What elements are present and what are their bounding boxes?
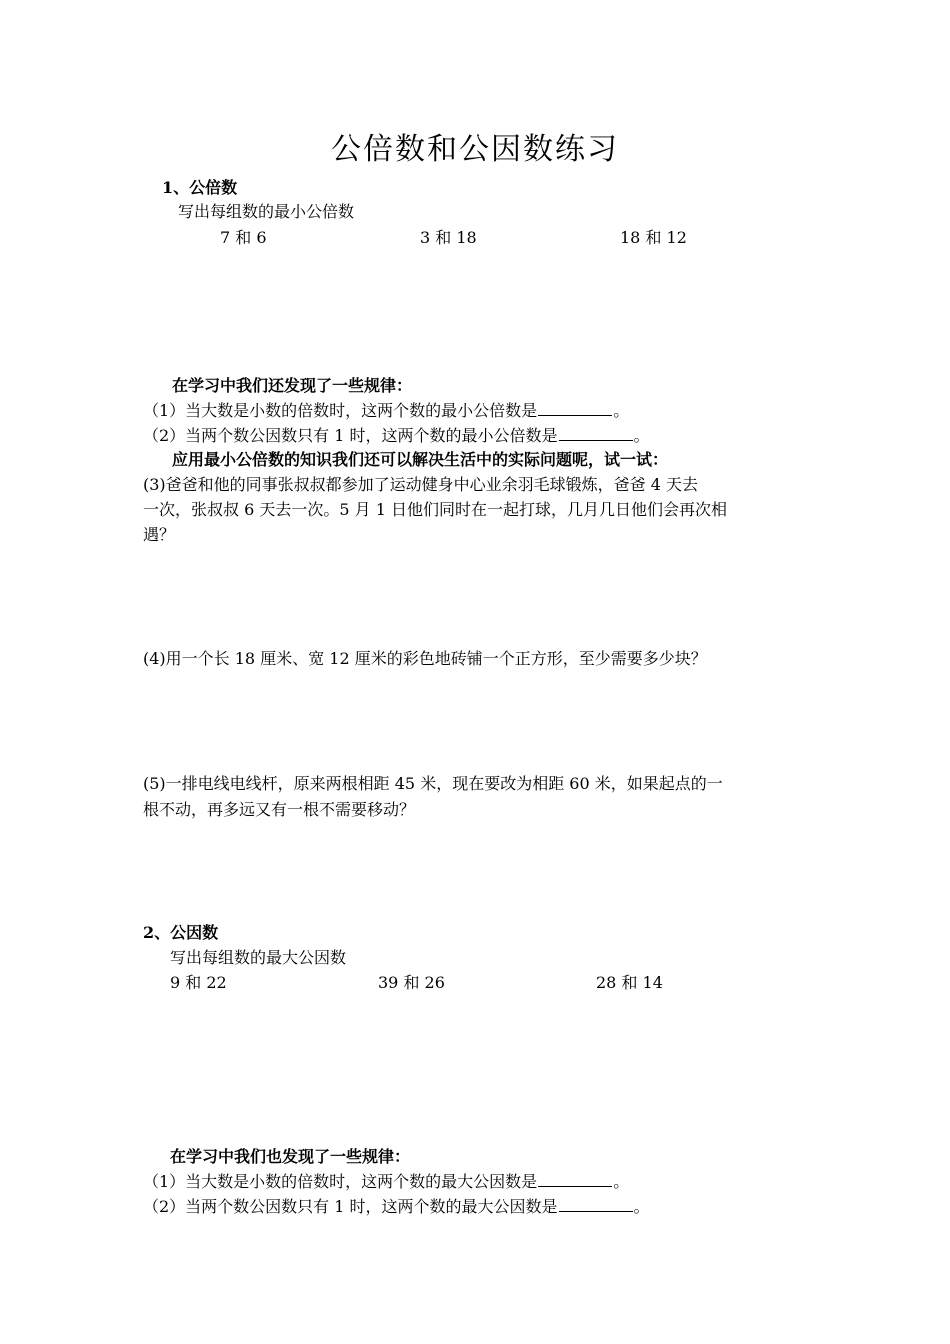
question-3-line-1: (3)爸爸和他的同事张叔叔都参加了运动健身中心业余羽毛球锻炼，爸爸 4 天去 (143, 475, 699, 494)
rule-text: （2）当两个数公因数只有 1 时，这两个数的最小公倍数是 (143, 426, 558, 445)
rule-end: 。 (633, 426, 650, 445)
section1-instruction: 写出每组数的最小公倍数 (178, 202, 355, 221)
question-3-line-2: 一次，张叔叔 6 天去一次。5 月 1 日他们同时在一起打球，几月几日他们会再次相 (143, 500, 727, 519)
section1-pair-2: 3 和 18 (420, 228, 477, 247)
rule-end: 。 (613, 401, 630, 420)
section2-instruction: 写出每组数的最大公因数 (170, 948, 347, 967)
rule-end: 。 (633, 1197, 650, 1216)
rule-end: 。 (613, 1172, 630, 1191)
rule-text: （1）当大数是小数的倍数时，这两个数的最小公倍数是 (143, 401, 538, 420)
question-4: (4)用一个长 18 厘米、宽 12 厘米的彩色地砖铺一个正方形，至少需要多少块？ (143, 649, 707, 668)
page-title: 公倍数和公因数练习 (331, 132, 619, 167)
section1-rule-2 (143, 425, 650, 447)
section2-rule-1 (143, 1171, 629, 1193)
rule-text: （2）当两个数公因数只有 1 时，这两个数的最大公因数是 (143, 1197, 558, 1216)
section1-rule-1 (143, 400, 629, 422)
section1-rules-heading: 在学习中我们还发现了一些规律： (172, 376, 413, 395)
section2-rule-2 (143, 1196, 650, 1218)
question-5-line-1: (5)一排电线电线杆，原来两根相距 45 米，现在要改为相距 60 米，如果起点的一 (143, 774, 723, 793)
section2-pair-2: 39 和 26 (378, 973, 445, 992)
section1-heading: 1、公倍数 (162, 178, 238, 197)
question-3-line-3: 遇？ (143, 525, 176, 544)
section2-rules-heading: 在学习中我们也发现了一些规律： (170, 1147, 411, 1166)
rule-text: （1）当大数是小数的倍数时，这两个数的最大公因数是 (143, 1172, 538, 1191)
section1-pair-1: 7 和 6 (220, 228, 267, 247)
question-5-line-2: 根不动，再多远又有一根不需要移动？ (143, 800, 416, 819)
section1-apply-heading: 应用最小公倍数的知识我们还可以解决生活中的实际问题呢，试一试： (172, 450, 669, 469)
answer-blank[interactable] (538, 1172, 612, 1187)
answer-blank[interactable] (559, 1197, 633, 1212)
section2-heading: 2、公因数 (143, 923, 219, 942)
section2-pair-1: 9 和 22 (170, 973, 227, 992)
section1-pair-3: 18 和 12 (620, 228, 687, 247)
answer-blank[interactable] (538, 401, 612, 416)
answer-blank[interactable] (559, 426, 633, 441)
section2-pair-3: 28 和 14 (596, 973, 663, 992)
